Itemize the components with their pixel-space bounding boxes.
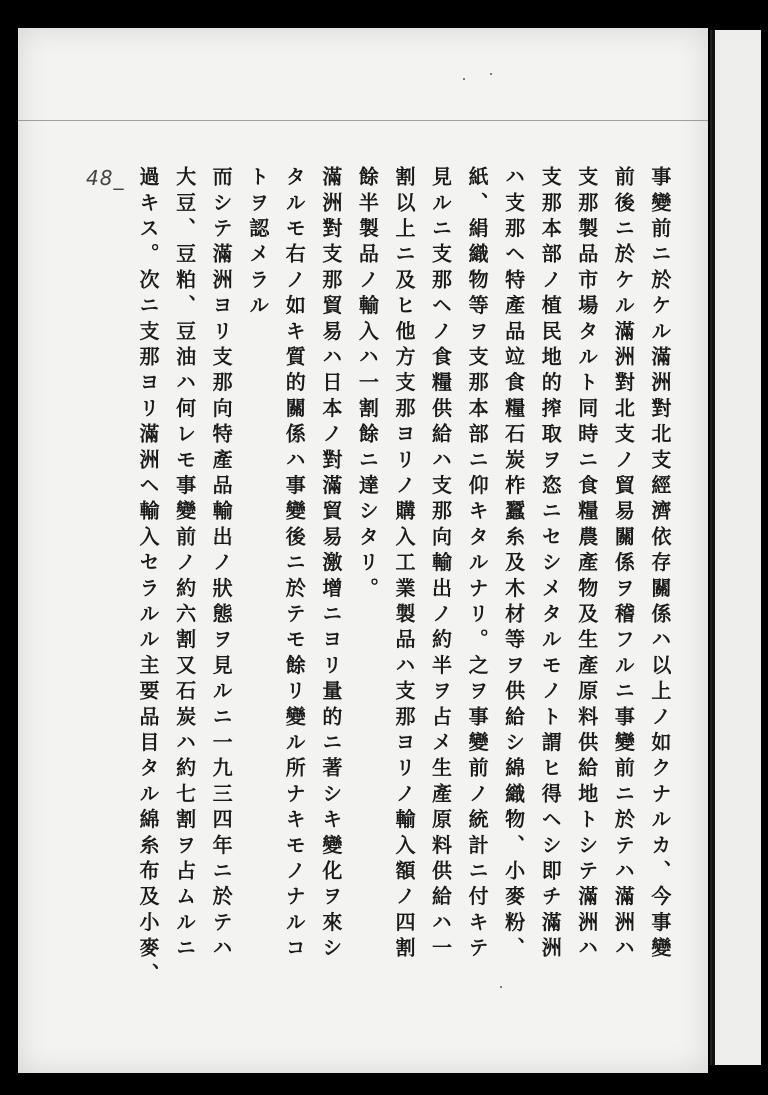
next-page-edge — [710, 30, 761, 1065]
text-column-9: 餘半製品ノ輸入ハ一割餘ニ達シタリ。 — [355, 166, 380, 603]
page-gutter-line — [712, 30, 715, 1065]
text-column-4: 支那本部ノ植民地的搾取ヲ恣ニセシメタルモノト謂ヒ得ヘシ即チ滿洲 — [538, 166, 563, 963]
text-column-1: 事變前ニ於ケル滿洲對北支經濟依存關係ハ以上ノ如クナルカ、今事變 — [647, 166, 672, 963]
text-column-5: ハ支那ヘ特產品竝食糧石炭柞蠶糸及木材等ヲ供給シ綿織物、小麥粉、 — [501, 166, 526, 963]
scan-speck — [500, 986, 502, 988]
text-column-7: 見ルニ支那ヘノ食糧供給ハ支那向輸出ノ約半ヲ占メ生產原料供給ハ一 — [428, 166, 453, 963]
text-column-15: 過キス。次ニ支那ヨリ滿洲ヘ輸入セラルル主要品目タル綿糸布及小麥、 — [136, 166, 160, 989]
text-column-2: 前後ニ於ケル滿洲對北支ノ貿易關係ヲ稽フルニ事變前ニ於テハ滿洲ハ — [611, 166, 636, 963]
scan-speck — [463, 78, 465, 80]
top-rule-line — [18, 120, 708, 121]
vertical-text-body — [130, 166, 670, 1026]
text-column-3: 支那製品市場タルト同時ニ食糧農產物及生產原料供給地トシテ滿洲ハ — [574, 166, 599, 963]
text-column-13: 而シテ滿洲ヨリ支那向特產品輸出ノ狀態ヲ見ルニ一九三四年ニ於テハ — [209, 166, 234, 963]
text-column-12: トヲ認メラル — [245, 166, 270, 321]
text-column-6: 紙、絹織物等ヲ支那本部ニ仰キタルナリ。之ヲ事變前ノ統計ニ付キテ — [465, 166, 490, 963]
text-column-10: 滿洲對支那貿易ハ日本ノ對滿貿易激增ニヨリ量的ニ著シキ變化ヲ來シ — [318, 166, 343, 963]
page-number: 48_ — [86, 166, 125, 190]
document-page — [18, 28, 708, 1073]
text-column-14: 大豆、豆粕、豆油ハ何レモ事變前ノ約六割又石炭ハ約七割ヲ占ムルニ — [172, 166, 197, 963]
text-column-11: タルモ右ノ如キ質的關係ハ事變後ニ於テモ餘リ變ル所ナキモノナルコ — [282, 166, 307, 963]
scan-speck — [490, 73, 492, 75]
text-column-8: 割以上ニ及ヒ他方支那ヨリノ購入工業製品ハ支那ヨリノ輸入額ノ四割 — [391, 166, 416, 963]
